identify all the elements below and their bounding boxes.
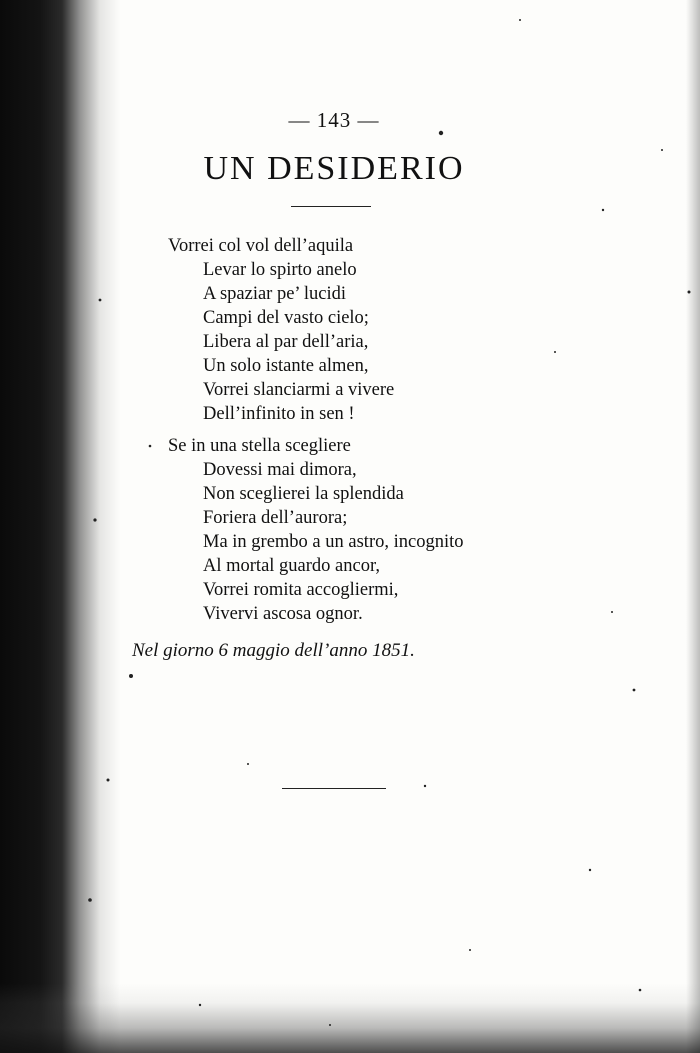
page-number: — 143 —: [288, 108, 380, 132]
poem-line: Vivervi ascosa ognor.: [203, 604, 363, 624]
poem-line: Dell’infinito in sen !: [203, 404, 355, 424]
end-divider: [282, 788, 386, 789]
poem-line: Dovessi mai dimora,: [203, 460, 357, 480]
poem-line: Ma in grembo a un astro, incognito: [203, 532, 464, 552]
poem-line: Non sceglierei la splendida: [203, 484, 404, 504]
poem-line: Campi del vasto cielo;: [203, 308, 369, 328]
poem-line: Foriera dell’aurora;: [203, 508, 348, 528]
poem-line: Vorrei slanciarmi a vivere: [203, 380, 395, 400]
poem-line: Vorrei romita accogliermi,: [203, 580, 399, 600]
poem-line: Un solo istante almen,: [203, 356, 369, 376]
poem-line: Se in una stella scegliere: [168, 436, 351, 456]
poem-line: Al mortal guardo ancor,: [203, 556, 381, 576]
poem-line: Vorrei col vol dell’aquila: [168, 236, 354, 256]
poem-line: Levar lo spirto anelo: [203, 260, 357, 280]
poem-line: A spaziar pe’ lucidi: [203, 284, 346, 304]
poem-line: Libera al par dell’aria,: [203, 332, 369, 352]
poem-title: UN DESIDERIO: [203, 150, 465, 187]
poem-date-line: Nel giorno 6 maggio dell’anno 1851.: [132, 640, 415, 661]
